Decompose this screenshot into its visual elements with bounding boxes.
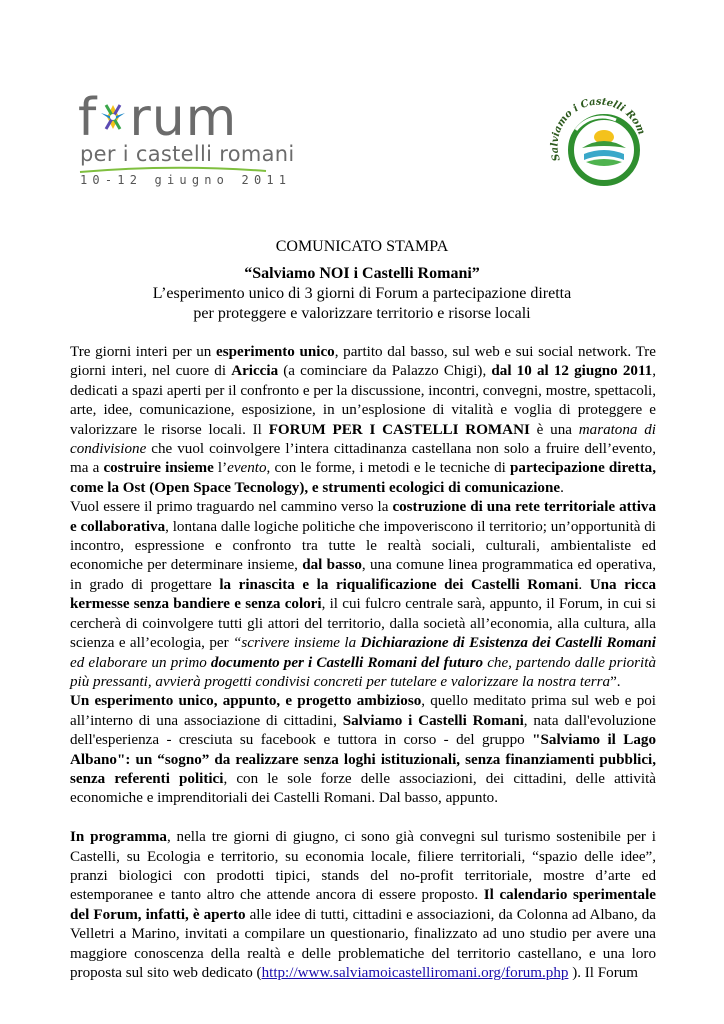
text-run: Tre giorni interi per un (70, 344, 217, 360)
press-release-label: COMUNICATO STAMPA (275, 238, 449, 255)
text-run: evento (227, 460, 267, 477)
text-run: costruire insieme (103, 460, 214, 477)
text-run: maratona di condivisione (70, 421, 656, 458)
text-run: esperimento unico (216, 344, 335, 360)
text-run: , partito dal basso, sul web e sui social network. Tre giorni interi, nel cuore di (70, 344, 656, 380)
text-run: , nata dall'evoluzione dell'esperienza - cresciuta su facebook e tuttora in corso - del gruppo (70, 712, 656, 749)
text-run: , con le sole forze delle associazioni, dei cittadini, delle attività economiche e imprenditoriali dei Castelli Romani. Dal basso, appunto. (70, 770, 657, 807)
text-run: FORUM PER I CASTELLI ROMANI (268, 421, 530, 438)
text-run: , dedicati a spazi aperti per il confronto e per la discussione, incontri, convegni, mostre, spettacoli, arte, idee, comunicazione, esposizione, in un’esplosione di vitalità e voglia di proteggere e valorizzare le risorse locali. Il (70, 363, 657, 438)
forum-logo (78, 88, 295, 192)
text-run: costruzione di una rete territoriale attiva e collaborativa (70, 499, 656, 535)
paragraph-goals (70, 498, 656, 692)
text-run: ). Il Forum (568, 964, 639, 981)
text-run: alle idee di tutti, cittadini e associazioni, da Colonna ad Albano, da Velletri a Marino, invitati a compilare un questionario, finalizzato ad uno studio per avere una maggiore conoscenza della realtà e delle problematiche del territorio castellano, e una loro proposta sul sito web dedicato ( (70, 906, 656, 981)
text-run: , lontana dalle logiche politiche che impoveriscono il territorio; un’opportunità di incontro, espressione e confronto tra tutte le realtà sociali, culturali, ambientaliste ed economiche per determinare insieme, (70, 518, 656, 574)
text-run: che vuol coinvolgere l’intera cittadinanza castellana non solo a fruire dell’evento, ma a (70, 441, 656, 477)
text-run: . (560, 479, 564, 496)
salviamo-logo-text: Salviamo i Castelli Rom (549, 96, 647, 163)
text-run: Una ricca kermesse senza bandiere e senza colori (70, 576, 657, 613)
text-run: In programma (70, 829, 167, 846)
text-run: dal basso (302, 557, 362, 574)
text-run: Un esperimento unico, appunto, e progetto ambizioso (70, 693, 422, 710)
text-run: , nella tre giorni di giugno, ci sono già convegni sul turismo sostenibile per i Castelli, su Ecologia e territorio, su economia locale, filiere territoriali, “spazio delle idee”, pranzi biologici con prodotti tipici, stands del no-profit territoriale, mostre d’arte ed estemporanee e tanto altro che attende ancora di essere proposto. (70, 829, 656, 904)
text-run: "Salviamo il Lago Albano": un “sogno” da realizzare senza loghi istituzionali, senza finanziamenti pubblici, senza referenti politici (70, 732, 656, 787)
website-link[interactable]: http://www.salviamoicastelliromani.org/forum.php (261, 964, 569, 981)
salviamo-logo (546, 90, 652, 196)
text-run: (a cominciare da Palazzo Chigi), (278, 363, 492, 380)
text-run: ”. (610, 673, 621, 690)
document-title: “Salviamo NOI i Castelli Romani” (244, 265, 480, 282)
forum-logo-wordmark: f rum (78, 88, 238, 148)
text-run: . (578, 576, 590, 593)
text-run: “scrivere insieme la (233, 635, 361, 652)
text-run: che, partendo dalle priorità più pressanti, avvierà progetti condivisi concreti per tutelare e valorizzare la nostra terra (70, 654, 656, 690)
text-run: Dichiarazione di Esistenza dei Castelli Romani (360, 635, 656, 652)
forum-logo-subtitle: per i castelli romani (80, 142, 295, 166)
paragraph-gap (70, 809, 656, 828)
paragraph-program (70, 828, 656, 983)
forum-logo-dates: 10-12 giugno 2011 (80, 173, 292, 187)
text-run: Il calendario sperimentale del Forum, infatti, è aperto (70, 887, 656, 923)
text-run: , una comune linea programmatica ed operativa, in grado di progettare (70, 557, 656, 593)
text-run: la rinascita e la riqualificazione dei Castelli Romani (219, 576, 579, 593)
text-run: l’ (213, 460, 228, 477)
text-run: Ariccia (231, 363, 279, 380)
text-run: Salviamo i Castelli Romani (342, 712, 524, 729)
document-subtitle-line-2: per proteggere e valorizzare territorio e risorse locali (193, 305, 531, 322)
text-run: documento per i Castelli Romani del futuro (210, 654, 484, 671)
text-run: , con le forme, i metodi e le tecniche di (266, 460, 511, 477)
text-run: ed elaborare un primo (70, 654, 211, 671)
paragraph-experiment (70, 692, 656, 808)
text-run: , il cui fulcro centrale sarà, appunto, il Forum, in cui si cercherà di coinvolgere tutti gli attori del territorio, dalla società all’economia, alla cultura, alla scienza e all’ecologia, per (70, 596, 656, 652)
text-run: , quello meditato prima sul web e poi all’interno di una associazione di cittadini, (70, 693, 656, 729)
text-run: è una (529, 421, 579, 438)
pinwheel-icon (97, 95, 129, 139)
text-run: Vuol essere il primo traguardo nel cammino verso la (70, 499, 393, 516)
article-body (70, 343, 656, 983)
text-run: partecipazione diretta, come la Ost (Open Space Tecnology), e strumenti ecologici di comunicazione (70, 460, 656, 496)
text-run: dal 10 al 12 giugno 2011 (491, 363, 653, 380)
paragraph-intro (70, 343, 656, 498)
document-subtitle-line-1: L’esperimento unico di 3 giorni di Forum a partecipazione diretta (152, 285, 572, 302)
